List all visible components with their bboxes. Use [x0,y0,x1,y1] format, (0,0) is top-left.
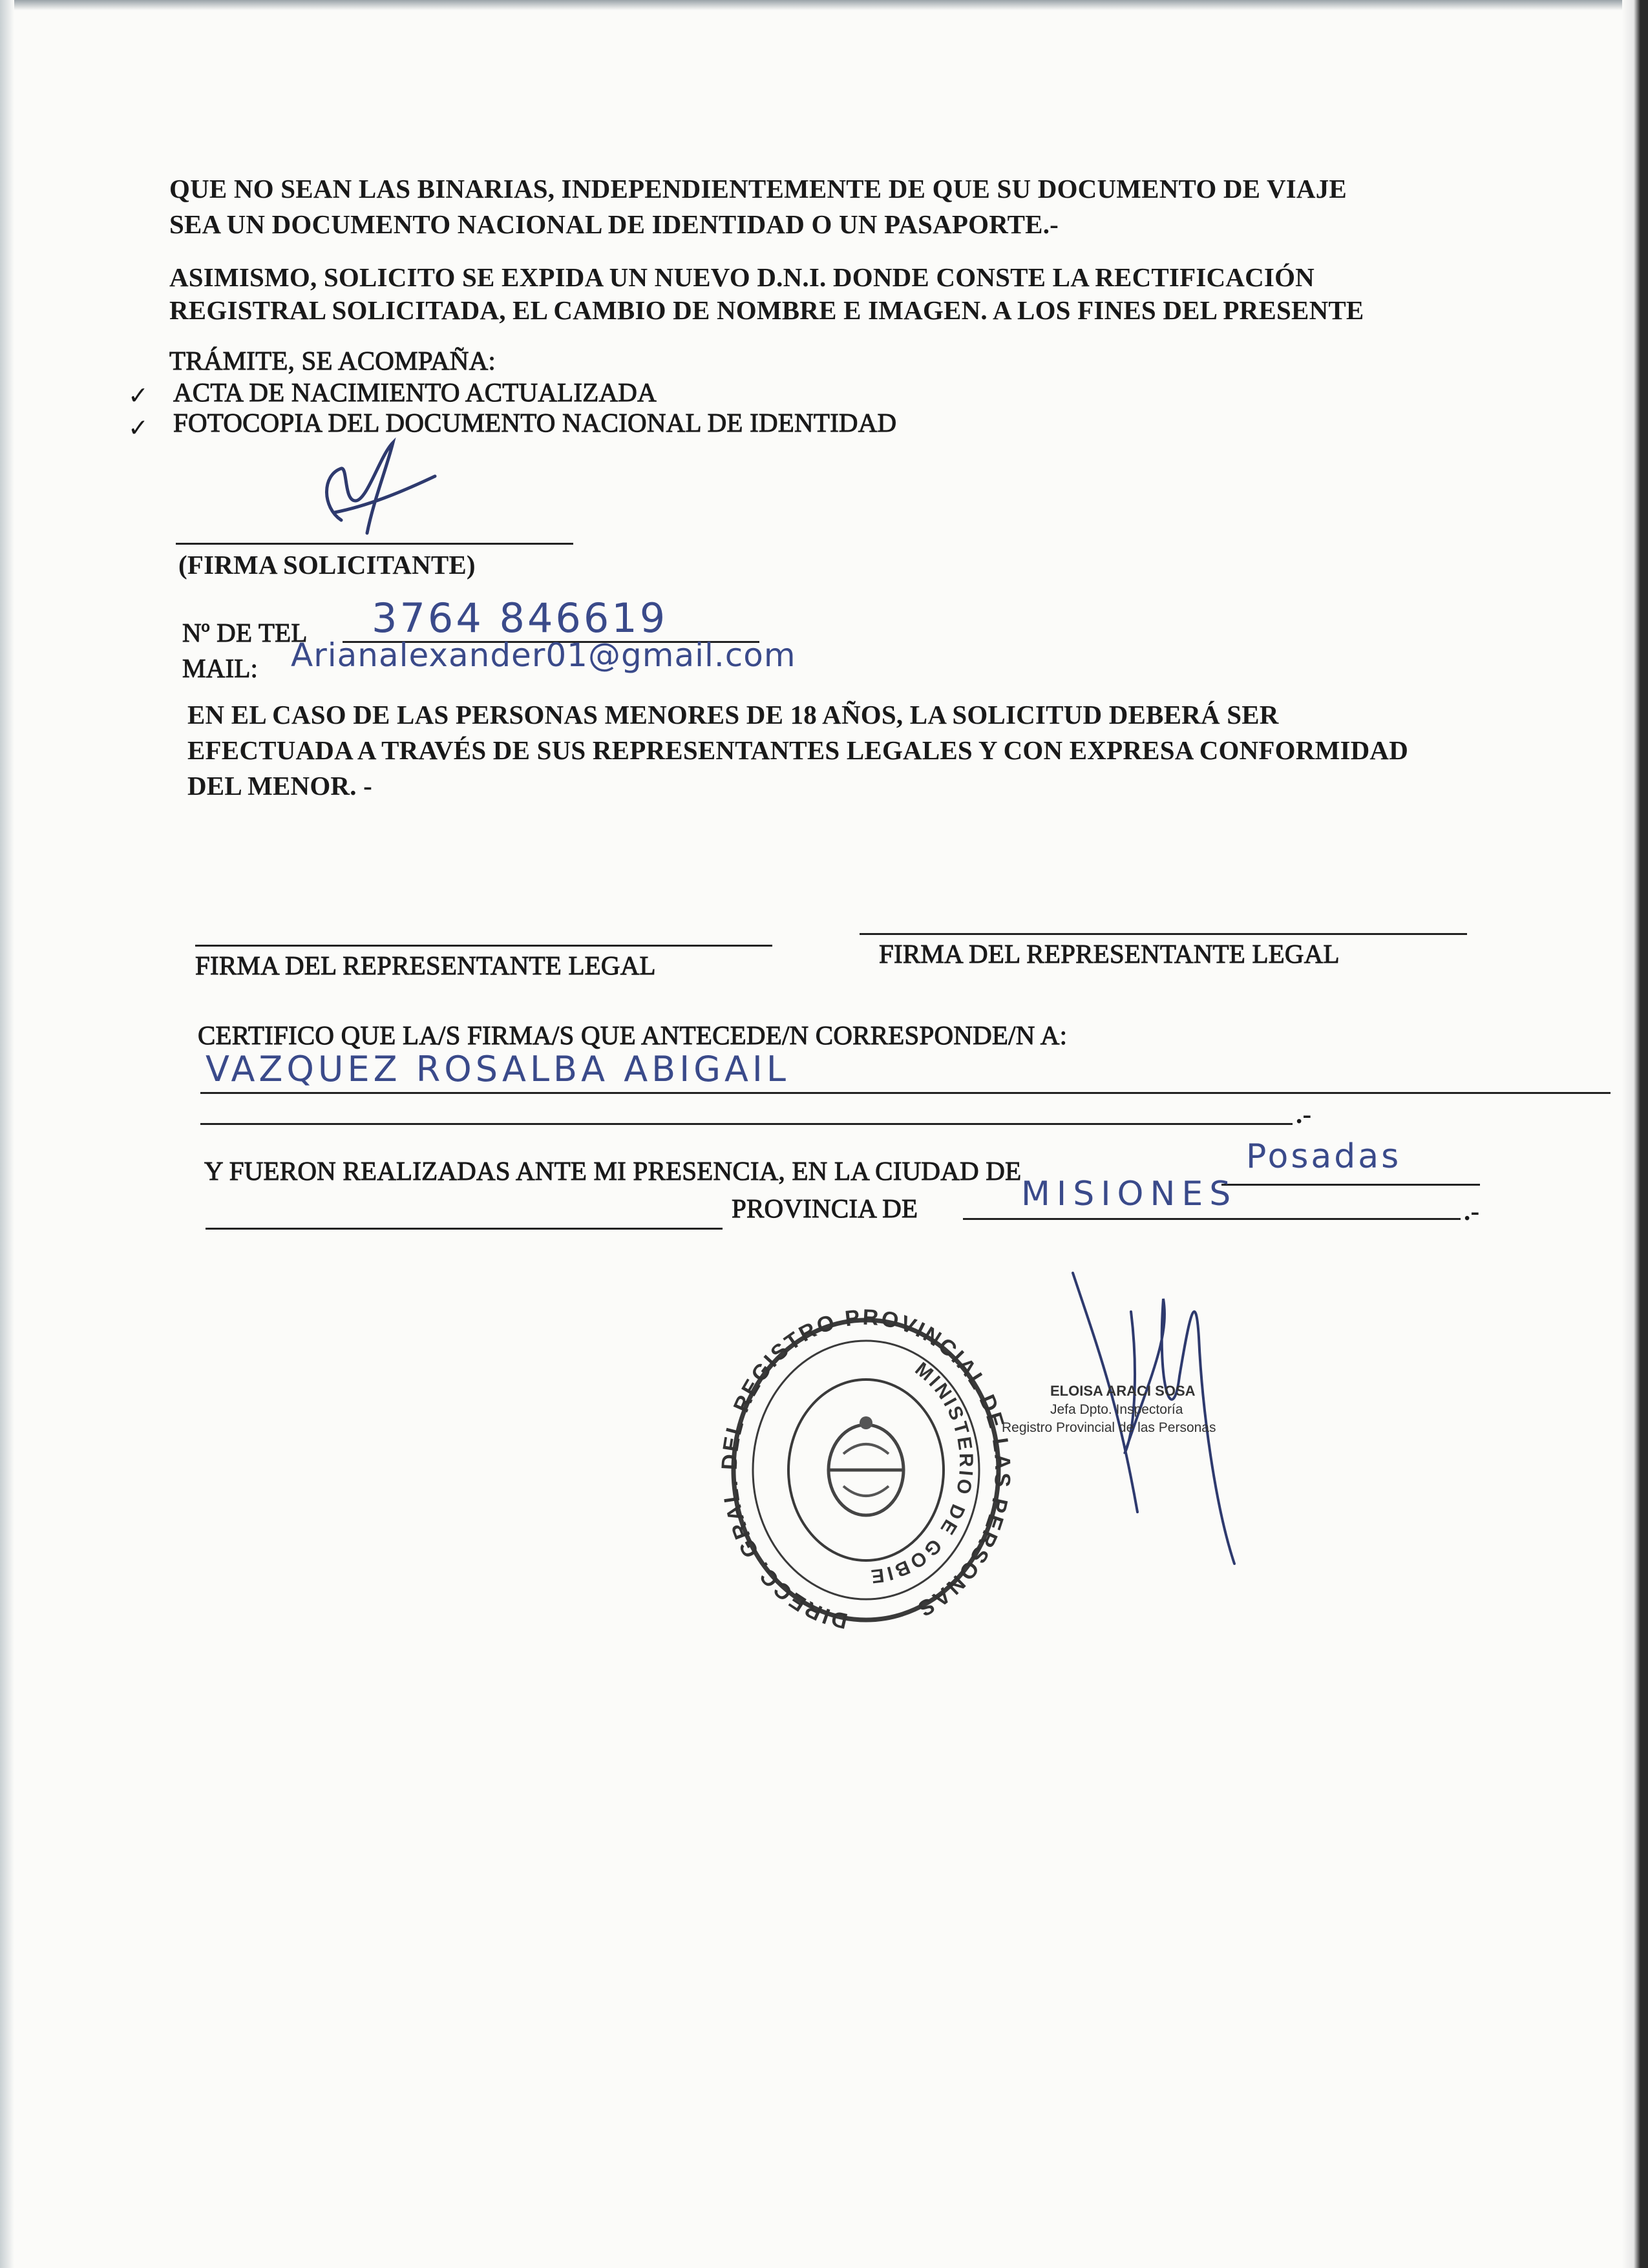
city-value: Posadas [1246,1137,1402,1176]
applicant-signature-label: (FIRMA SOLICITANTE) [178,550,476,580]
seal-outer-text: DIRECC. GRAL. DEL REGISTRO PROVINCIAL DE LAS PERSONAS [717,1305,1015,1633]
paragraph1-line1: QUE NO SEAN LAS BINARIAS, INDEPENDIENTEMENTE DE QUE SU DOCUMENTO DE VIAJE [169,174,1347,204]
minors-line2: EFECTUADA A TRAVÉS DE SUS REPRESENTANTES LEGALES Y CON EXPRESA CONFORMIDAD [187,735,1409,765]
certified-name-line-2 [200,1123,1293,1125]
official-name: ELOISA ARACI SOSA [1050,1383,1196,1399]
page-edge-top [0,0,1648,10]
official-office: Registro Provincial de las Personas [1002,1420,1216,1435]
certified-name-end: .- [1296,1099,1312,1129]
coat-of-arms-icon [829,1416,903,1515]
paragraph1-line2: SEA UN DOCUMENTO NACIONAL DE IDENTIDAD O UN PASAPORTE.- [169,209,1059,239]
official-seal [715,1295,1015,1635]
presence-text: Y FUERON REALIZADAS ANTE MI PRESENCIA, EN LA CIUDAD DE [204,1156,1022,1186]
official-title: Jefa Dpto. Inspectoría [1050,1402,1183,1417]
minors-line1: EN EL CASO DE LAS PERSONAS MENORES DE 18 AÑOS, LA SOLICITUD DEBERÁ SER [187,700,1279,730]
province-value: MISIONES [1021,1175,1238,1213]
province-blank-line [206,1228,723,1230]
legal-rep-left-label: FIRMA DEL REPRESENTANTE LEGAL [195,950,656,980]
minors-line3: DEL MENOR. - [187,771,372,801]
province-label: PROVINCIA DE [732,1193,918,1223]
city-line [1221,1184,1480,1186]
legal-rep-right-label: FIRMA DEL REPRESENTANTE LEGAL [879,939,1340,969]
attachment-2: FOTOCOPIA DEL DOCUMENTO NACIONAL DE IDENTIDAD [173,408,897,437]
paragraph2-line2: REGISTRAL SOLICITADA, EL CAMBIO DE NOMBRE E IMAGEN. A LOS FINES DEL PRESENTE [169,295,1364,325]
legal-rep-right-line [860,933,1467,935]
certified-name: VAZQUEZ ROSALBA ABIGAIL [206,1049,790,1089]
province-line [963,1218,1461,1220]
province-end: .- [1464,1196,1480,1226]
paragraph2-line1: ASIMISMO, SOLICITO SE EXPIDA UN NUEVO D.N.I. DONDE CONSTE LA RECTIFICACIÓN [169,262,1315,292]
phone-value: 3764 846619 [372,594,668,642]
page-edge-right [1622,0,1648,2268]
page-edge-left [0,0,14,2268]
certification-statement: CERTIFICO QUE LA/S FIRMA/S QUE ANTECEDE/N CORRESPONDE/N A: [198,1020,1068,1050]
legal-rep-left-line [195,945,772,947]
paragraph2-line3: TRÁMITE, SE ACOMPAÑA: [169,346,496,375]
applicant-signature [296,430,458,559]
phone-label: Nº DE TEL [182,618,308,647]
attachment-check-2: ✓ [128,415,149,442]
attachment-check-1: ✓ [128,383,149,410]
certified-name-line-1 [200,1092,1611,1094]
attachment-1: ACTA DE NACIMIENTO ACTUALIZADA [173,377,657,407]
seal-inner-text: MINISTERIO DE GOBIERNO [715,1295,977,1588]
applicant-signature-line [176,543,573,545]
mail-label: MAIL: [182,653,259,683]
mail-value: Arianalexander01@gmail.com [291,636,796,674]
